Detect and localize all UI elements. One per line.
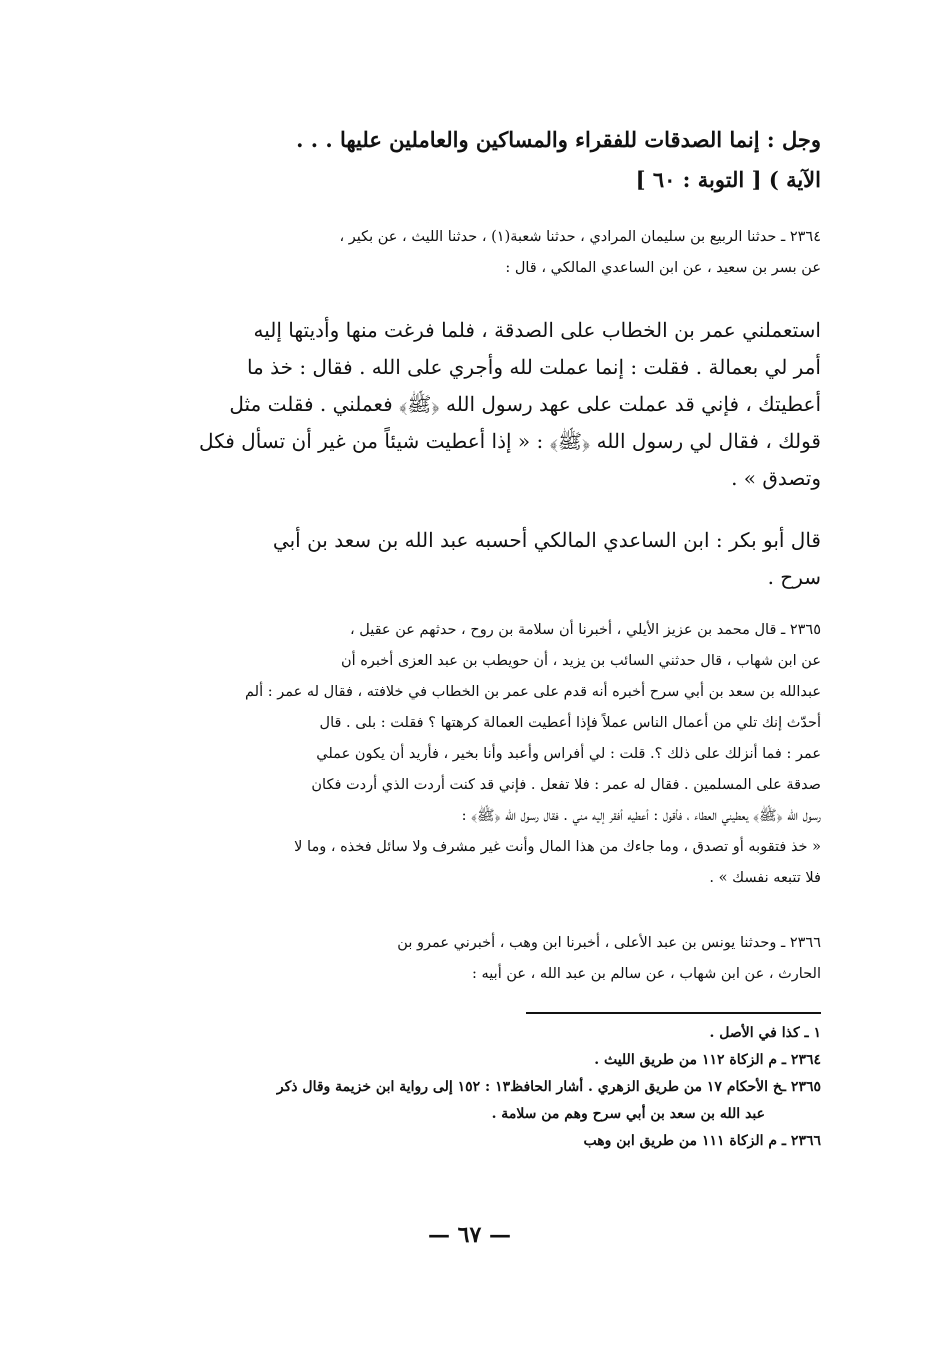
footnotes — [121, 1020, 821, 1155]
hadith-line: صدقة على المسلمين . فقال له عمر : فلا تفعل . فإني قد كنت أردت الذي أردت فكان — [311, 777, 821, 793]
isnad-line: ٢٣٦٤ ـ حدثنا الربيع بن سليمان المرادي ، حدثنا شعبة(١) ، حدثنا الليث ، عن بكير ، — [339, 229, 821, 245]
footnote-divider — [526, 1012, 821, 1014]
hadith-line: ٢٣٦٥ ـ قال محمد بن عزيز الأيلي ، أخبرنا أن سلامة بن روح ، حدثهم عن عقيل ، — [349, 622, 821, 638]
verse-heading — [121, 120, 821, 200]
abu-bakr-note — [121, 522, 821, 596]
hadith-line: عبدالله بن سعد بن أبي سرح أخبره أنه قدم على عمر بن الخطاب في خلافته ، فقال له عمر : ألم — [245, 684, 821, 700]
heading-line: وجل : إنما الصدقات للفقراء والمساكين والعاملين عليها . . . — [296, 127, 821, 152]
matn-line: استعملني عمر بن الخطاب على الصدقة ، فلما فرغت منها وأديتها إليه — [253, 318, 821, 342]
footnote-line: عبد الله بن سعد بن أبي سرح وهم من سلامة . — [491, 1106, 765, 1122]
hadith-line: ٢٣٦٦ ـ وحدثنا يونس بن عبد الأعلى ، أخبرنا ابن وهب ، أخبرني عمرو بن — [397, 935, 821, 951]
hadith-2366 — [121, 928, 821, 990]
hadith-line: الحارث ، عن ابن شهاب ، عن سالم بن عبد الله ، عن أبيه : — [472, 966, 821, 982]
matn-line: أعطيتك ، فإني قد عملت على عهد رسول الله ﴿ﷺ﴾ فعملني . فقلت مثل — [229, 392, 821, 416]
hadith-line: عن ابن شهاب ، قال حدثني السائب بن يزيد ، أن حويطب بن عبد العزى أخبره أن — [340, 653, 821, 669]
footnote-line: ١ ـ كذا في الأصل . — [709, 1025, 821, 1041]
footnote-line: ٢٣٦٤ ـ م الزكاة ١١٢ من طريق الليث . — [594, 1052, 821, 1068]
matn-line: قولك ، فقال لي رسول الله ﴿ﷺ﴾ : « إذا أعطيت شيئاً من غير أن تسأل فكل — [199, 429, 821, 453]
hadith-line: عمر : فما أنزلك على ذلك ؟. قلت : لي أفراس وأعبد وأنا بخير ، فأريد أن يكون عملي — [316, 746, 821, 762]
hadith-2364-matn — [121, 312, 821, 497]
hadith-2365 — [121, 615, 821, 894]
isnad-line: عن بسر بن سعيد ، عن ابن الساعدي المالكي ، قال : — [505, 260, 821, 276]
note-line: قال أبو بكر : ابن الساعدي المالكي أحسبه عبد الله بن سعد بن أبي — [272, 528, 821, 552]
hadith-line: رسول الله ﴿ﷺ﴾ يعطيني العطاء ، فأقول : أعطيه أفقر إليه مني . فقال رسول الله ﴿ﷺ﴾ : — [461, 808, 821, 824]
matn-line: أمر لي بعمالة . فقلت : إنما عملت لله وأجري على الله . فقال : خذ ما — [246, 355, 821, 379]
footnote-line: ٢٣٦٦ ـ م الزكاة ١١١ من طريق ابن وهب — [583, 1133, 821, 1149]
note-line: سرح . — [767, 565, 821, 589]
hadith-line: « خذ فتقوبه أو تصدق ، وما جاءك من هذا المال وأنت غير مشرف ولا سائل فخذه ، وما لا — [294, 839, 821, 855]
hadith-line: فلا تتبعه نفسك » . — [709, 870, 821, 886]
matn-line: وتصدق » . — [731, 466, 821, 490]
hadith-line: أحدّث إنك تلي من أعمال الناس عملاً فإذا أعطيت العمالة كرهتها ؟ فقلت : بلى . قال — [319, 715, 821, 731]
heading-line: الآية ) [ التوبة : ٦٠ ] — [635, 167, 821, 192]
hadith-2364-isnad — [121, 222, 821, 284]
footnote-line: ٢٣٦٥ ـخ الأحكام ١٧ من طريق الزهري . أشار الحافظ١٣ : ١٥٢ إلى رواية ابن خزيمة وقال ذكر — [276, 1079, 821, 1095]
page-number: — ٦٧ — — [428, 1222, 511, 1248]
